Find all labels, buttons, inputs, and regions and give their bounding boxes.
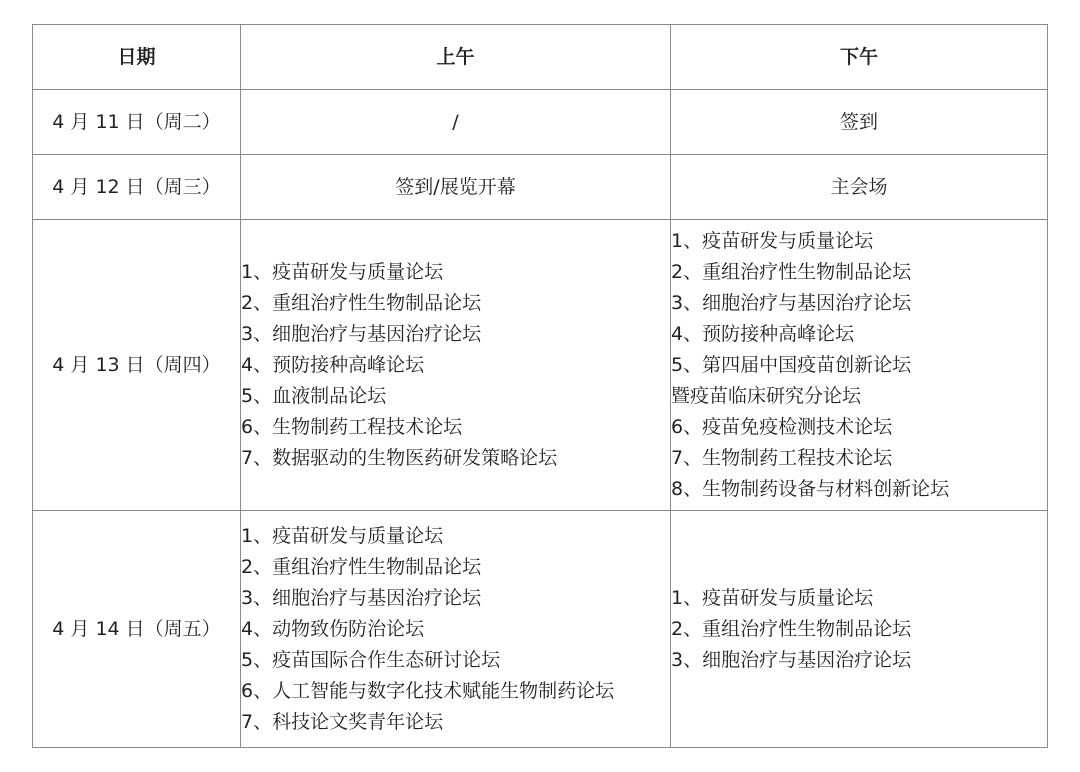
date-cell: 4 月 12 日（周三） bbox=[33, 155, 241, 220]
header-am: 上午 bbox=[241, 25, 671, 90]
pm-cell: 签到 bbox=[671, 90, 1048, 155]
forum-item: 3、细胞治疗与基因治疗论坛 bbox=[241, 586, 482, 609]
forum-item: 4、动物致伤防治论坛 bbox=[241, 617, 425, 640]
pm-cell bbox=[671, 511, 1048, 748]
forum-item: 1、疫苗研发与质量论坛 bbox=[241, 524, 444, 547]
table-row bbox=[33, 155, 1048, 220]
pm-cell: 主会场 bbox=[671, 155, 1048, 220]
schedule-table bbox=[32, 24, 1048, 748]
forum-item: 7、科技论文奖青年论坛 bbox=[241, 710, 444, 733]
table-row bbox=[33, 220, 1048, 511]
forum-item: 4、预防接种高峰论坛 bbox=[671, 322, 855, 345]
forum-item: 2、重组治疗性生物制品论坛 bbox=[241, 555, 482, 578]
forum-item: 1、疫苗研发与质量论坛 bbox=[241, 260, 444, 283]
forum-item: 5、血液制品论坛 bbox=[241, 384, 387, 407]
forum-item: 2、重组治疗性生物制品论坛 bbox=[671, 617, 912, 640]
forum-item: 5、第四届中国疫苗创新论坛 bbox=[671, 353, 912, 376]
forum-item: 7、数据驱动的生物医药研发策略论坛 bbox=[241, 446, 558, 469]
date-cell: 4 月 13 日（周四） bbox=[33, 220, 241, 511]
forum-item: 6、疫苗免疫检测技术论坛 bbox=[671, 415, 893, 438]
forum-item: 8、生物制药设备与材料创新论坛 bbox=[671, 477, 950, 500]
am-cell: / bbox=[241, 90, 671, 155]
header-pm: 下午 bbox=[671, 25, 1048, 90]
header-date: 日期 bbox=[33, 25, 241, 90]
forum-item: 5、疫苗国际合作生态研讨论坛 bbox=[241, 648, 501, 671]
am-cell: 签到/展览开幕 bbox=[241, 155, 671, 220]
am-cell bbox=[241, 220, 671, 511]
forum-item: 3、细胞治疗与基因治疗论坛 bbox=[671, 648, 912, 671]
forum-item: 6、人工智能与数字化技术赋能生物制药论坛 bbox=[241, 679, 615, 702]
forum-item: 1、疫苗研发与质量论坛 bbox=[671, 586, 874, 609]
forum-item: 7、生物制药工程技术论坛 bbox=[671, 446, 893, 469]
forum-item: 6、生物制药工程技术论坛 bbox=[241, 415, 463, 438]
date-cell: 4 月 14 日（周五） bbox=[33, 511, 241, 748]
table-row bbox=[33, 511, 1048, 748]
am-cell bbox=[241, 511, 671, 748]
forum-item: 4、预防接种高峰论坛 bbox=[241, 353, 425, 376]
forum-item: 1、疫苗研发与质量论坛 bbox=[671, 229, 874, 252]
forum-item: 暨疫苗临床研究分论坛 bbox=[671, 384, 862, 407]
table-row bbox=[33, 90, 1048, 155]
forum-item: 2、重组治疗性生物制品论坛 bbox=[241, 291, 482, 314]
date-cell: 4 月 11 日（周二） bbox=[33, 90, 241, 155]
forum-item: 2、重组治疗性生物制品论坛 bbox=[671, 260, 912, 283]
pm-cell bbox=[671, 220, 1048, 511]
forum-item: 3、细胞治疗与基因治疗论坛 bbox=[671, 291, 912, 314]
table-header-row bbox=[33, 25, 1048, 90]
forum-item: 3、细胞治疗与基因治疗论坛 bbox=[241, 322, 482, 345]
